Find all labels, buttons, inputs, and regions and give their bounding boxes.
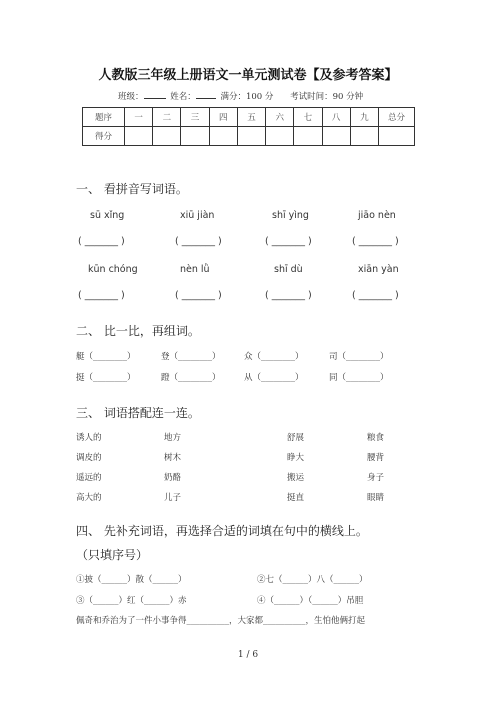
answer-blank[interactable]: ( _______ ) — [175, 236, 222, 247]
section-4-subheading: （只填序号） — [76, 548, 149, 562]
match-word[interactable]: 粮食 — [367, 433, 385, 443]
exam-info — [118, 90, 363, 102]
match-word[interactable]: 遥远的 — [76, 473, 102, 483]
score-header-cell: 四 — [209, 108, 237, 127]
compare-item[interactable]: 蹬（________） — [161, 373, 221, 383]
compare-item[interactable]: 挺（________） — [76, 373, 136, 383]
page-number: 1 / 6 — [237, 650, 259, 660]
pinyin: shī yìng — [272, 210, 309, 221]
compare-item[interactable]: 从（________） — [244, 373, 304, 383]
pinyin: shī dù — [274, 264, 303, 275]
section-3-heading: 三、 词语搭配连一连。 — [76, 406, 200, 420]
idiom-item[interactable]: ①披（______）散（______） — [76, 575, 187, 585]
score-header-cell: 九 — [350, 108, 378, 127]
pinyin: jiāo nèn — [358, 210, 396, 221]
score-cell[interactable] — [125, 127, 153, 146]
score-cell[interactable] — [350, 127, 378, 146]
score-cell[interactable] — [379, 127, 415, 146]
score-cell[interactable] — [181, 127, 209, 146]
score-cell[interactable] — [209, 127, 237, 146]
section-1-heading: 一、 看拼音写词语。 — [76, 182, 188, 196]
match-word[interactable]: 树木 — [164, 453, 182, 463]
page-title: 人教版三年级上册语文一单元测试卷【及参考答案】 — [98, 68, 398, 83]
pinyin: kūn chóng — [88, 264, 138, 275]
compare-item[interactable]: 众（________） — [244, 352, 304, 362]
match-word[interactable]: 眼睛 — [367, 493, 385, 503]
answer-blank[interactable]: ( _______ ) — [352, 290, 399, 301]
score-header-cell: 三 — [181, 108, 209, 127]
match-word[interactable]: 高大的 — [76, 493, 102, 503]
match-word[interactable]: 舒展 — [287, 433, 305, 443]
idiom-item[interactable]: ④（______）（______）吊胆 — [257, 596, 364, 606]
section-4-heading: 四、 先补充词语，再选择合适的词填在句中的横线上。 — [76, 524, 368, 538]
match-word[interactable]: 调皮的 — [76, 453, 102, 463]
class-label: 班级： — [118, 92, 144, 102]
full-score: 满分：100 分 — [220, 92, 274, 102]
score-row-label: 得分 — [83, 127, 125, 146]
score-table — [82, 107, 415, 146]
name-blank[interactable] — [196, 90, 216, 99]
match-word[interactable]: 儿子 — [164, 493, 182, 503]
pinyin: xiān yàn — [358, 264, 399, 275]
match-word[interactable]: 地方 — [164, 433, 182, 443]
score-cell[interactable] — [294, 127, 322, 146]
answer-blank[interactable]: ( _______ ) — [265, 290, 312, 301]
score-table-header-row — [83, 108, 415, 127]
score-cell[interactable] — [153, 127, 181, 146]
score-table-score-row — [83, 127, 415, 146]
match-word[interactable]: 身子 — [367, 473, 385, 483]
idiom-item[interactable]: ③（______）红（______）赤 — [76, 596, 187, 606]
match-word[interactable]: 腰背 — [367, 453, 385, 463]
score-cell[interactable] — [237, 127, 265, 146]
score-header-cell: 五 — [237, 108, 265, 127]
exam-time: 考试时间：90 分钟 — [290, 92, 364, 102]
idiom-item[interactable]: ②七（______）八（______） — [257, 575, 368, 585]
pinyin: sū xǐng — [90, 210, 125, 221]
match-word[interactable]: 挺直 — [287, 493, 305, 503]
fill-sentence[interactable]: 佩奇和乔治为了一件小事争得__________，大家都__________，生怕他俩打起 — [76, 616, 366, 626]
answer-blank[interactable]: ( _______ ) — [265, 236, 312, 247]
match-word[interactable]: 睁大 — [287, 453, 305, 463]
match-word[interactable]: 诱人的 — [76, 433, 102, 443]
class-blank[interactable] — [144, 90, 166, 99]
answer-blank[interactable]: ( _______ ) — [175, 290, 222, 301]
answer-blank[interactable]: ( _______ ) — [78, 236, 125, 247]
score-header-cell: 一 — [125, 108, 153, 127]
compare-item[interactable]: 同（________） — [329, 373, 389, 383]
pinyin: nèn lǜ — [180, 264, 210, 275]
score-header-cell: 八 — [322, 108, 350, 127]
score-header-cell: 七 — [294, 108, 322, 127]
score-header-cell: 总分 — [379, 108, 415, 127]
score-cell[interactable] — [266, 127, 294, 146]
name-label: 姓名： — [170, 92, 196, 102]
compare-item[interactable]: 司（________） — [329, 352, 389, 362]
pinyin: xiū jiàn — [180, 210, 215, 221]
match-word[interactable]: 奶酪 — [164, 473, 182, 483]
score-header-cell: 二 — [153, 108, 181, 127]
score-header-cell: 六 — [266, 108, 294, 127]
score-header-cell: 题序 — [83, 108, 125, 127]
answer-blank[interactable]: ( _______ ) — [352, 236, 399, 247]
compare-item[interactable]: 登（________） — [161, 352, 221, 362]
match-word[interactable]: 搬运 — [287, 473, 305, 483]
section-2-heading: 二、 比一比，再组词。 — [76, 324, 200, 338]
score-cell[interactable] — [322, 127, 350, 146]
answer-blank[interactable]: ( _______ ) — [78, 290, 125, 301]
compare-item[interactable]: 艇（________） — [76, 352, 136, 362]
